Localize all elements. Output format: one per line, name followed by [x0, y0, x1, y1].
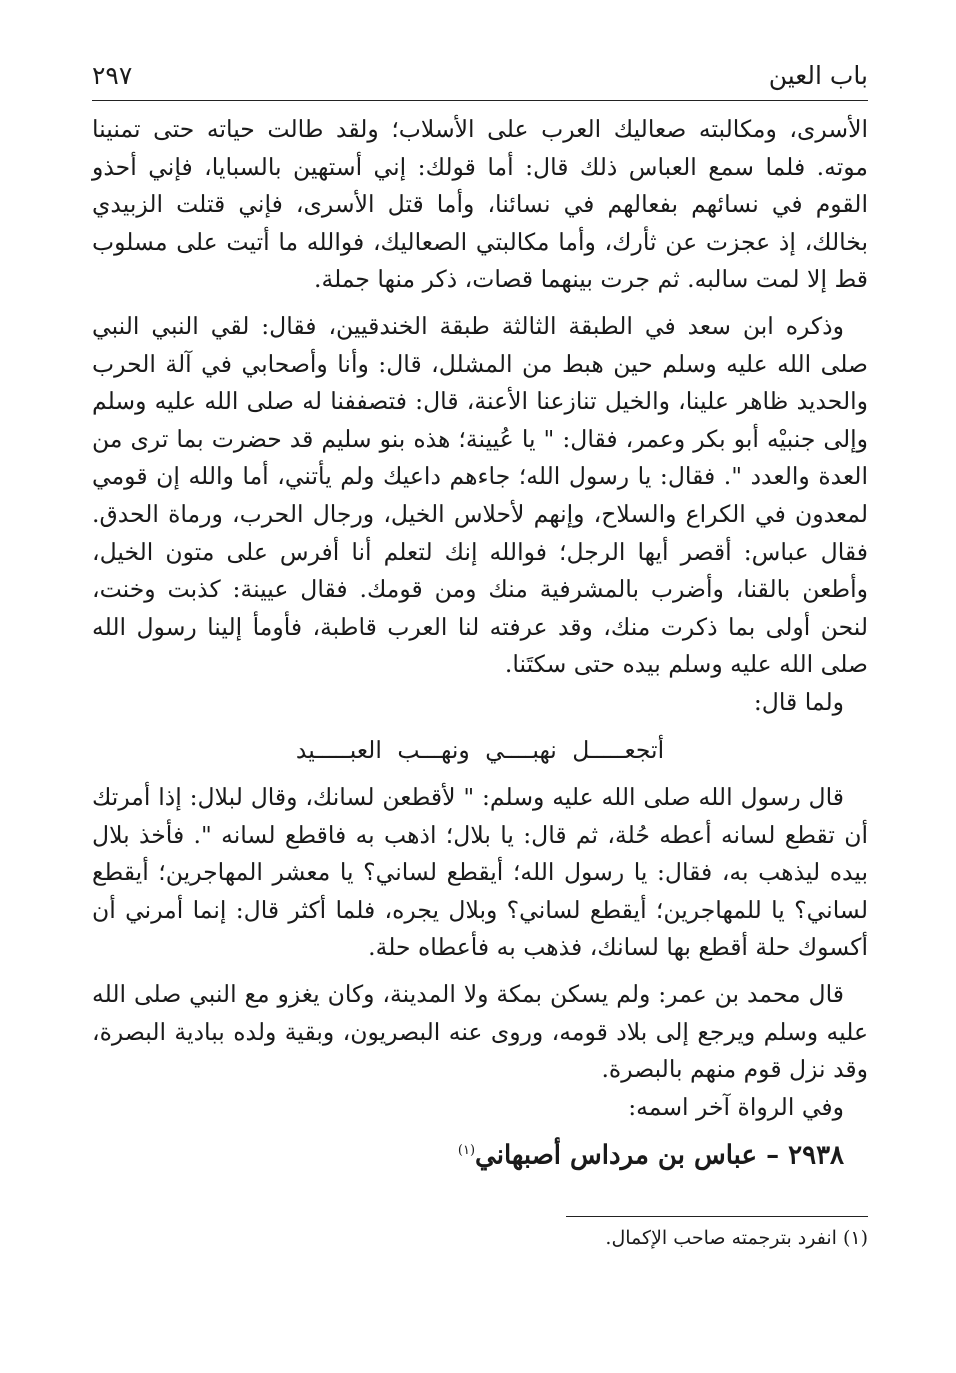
- footnote-rule: [566, 1216, 868, 1217]
- paragraph-ibn-saad: وذكره ابن سعد في الطبقة الثالثة طبقة الخندقيين، فقال: لقي النبي النبي صلى الله عليه وسلم حين هبط من المشلل، قال: وأنا وأصحابي في آلة الحرب والحديد ظاهر علينا، والخيل تنازعنا الأعنة، قال: فتصففنا له صلى الله عليه وسلم وإلى جنبيْه أبو بكر وعمر، فقال: " يا عُيينة؛ هذه بنو سليم قد حضرت بما ترى من العدة والعدد ". فقال: يا رسول الله؛ جاءهم داعيك ولم يأتني، أما والله إن قومي لمعدون في الكراع والسلاح، وإنهم لأحلاس الخيل، ورجال الحرب، ورماة الحدق. فقال عباس: أقصر أيها الرجل؛ فوالله إنك لتعلم أنا أفرس على متون الخيل، وأطعن بالقنا، وأضرب بالمشرفية منك ومن قومك. فقال عيينة: كذبت وخنت، لنحن أولى بما ذكرت منك، وقد عرفته لنا العرب قاطبة، فأومأ إلينا رسول الله صلى الله عليه وسلم بيده حتى سكتَنا.: [92, 311, 868, 679]
- entry-heading-text: ٢٩٣٨ – عباس بن مرداس أصبهاني: [475, 1141, 844, 1172]
- paragraph-continuation: الأسرى، ومكالبته صعاليك العرب على الأسلاب؛ ولقد طالت حياته حتى تمنينا موته. فلما سمع العباس ذلك قال: أما قولك: إني أستهين بالسبايا، فإني أحذو القوم في نسائهم بفعالهم في نسائنا، وأما قتل الأسرى، فإني قتلت الزبيدي بخالك، إذ عجزت عن ثأرك، وأما مكالبتي الصعاليك، فوالله ما أتيت على مسلوب قط إلا لمت سالبه. ثم جرت بينهما قصات، ذكر منها جملة.: [92, 115, 868, 294]
- page-number: ٢٩٧: [92, 61, 133, 90]
- section-title: باب العين: [768, 61, 868, 90]
- entry-heading: [92, 1132, 868, 1175]
- poem-intro: ولما قال:: [753, 687, 844, 716]
- footnote-reference[interactable]: (١): [457, 1143, 476, 1159]
- paragraph-muhammad-bin-umar: قال محمد بن عمر: ولم يسكن بمكة ولا المدينة، وكان يغزو مع النبي صلى الله عليه وسلم ويرجع إلى بلاد قومه، وروى عنه البصريون، وبقية ولده ببادية البصرة، وقد نزل قوم منهم بالبصرة.: [92, 980, 868, 1084]
- document-page: [92, 58, 868, 1249]
- header-rule: [92, 100, 868, 101]
- paragraph-prophet-saying: قال رسول الله صلى الله عليه وسلم: " لأقطعن لسانك، وقال لبلال: إذا أمرتك أن تقطع لسانه أعطه حُلة، ثم قال: يا بلال؛ اذهب به فاقطع لسانه ". فأخذ بلال بيده ليذهب به، فقال: يا رسول الله؛ أيقطع لساني؟ يا معشر المهاجرين؛ أيقطع لساني؟ يا للمهاجرين؛ أيقطع لساني؟ وبلال يجره، فلما أكثر قال: إنما أمرني أن أكسوك حلة أقطع بها لسانك، فذهب به فأعطاه حلة.: [92, 783, 868, 962]
- footnote-text: (١) انفرد بترجمته صاحب الإكمال.: [605, 1226, 868, 1249]
- narrators-line: وفي الرواة آخر اسمه:: [628, 1092, 844, 1121]
- poem-verse: أتجعـــــل نهبــــي ونهـــب العبـــــيد: [295, 735, 665, 764]
- page-body: [92, 111, 868, 1176]
- running-header: [92, 58, 868, 98]
